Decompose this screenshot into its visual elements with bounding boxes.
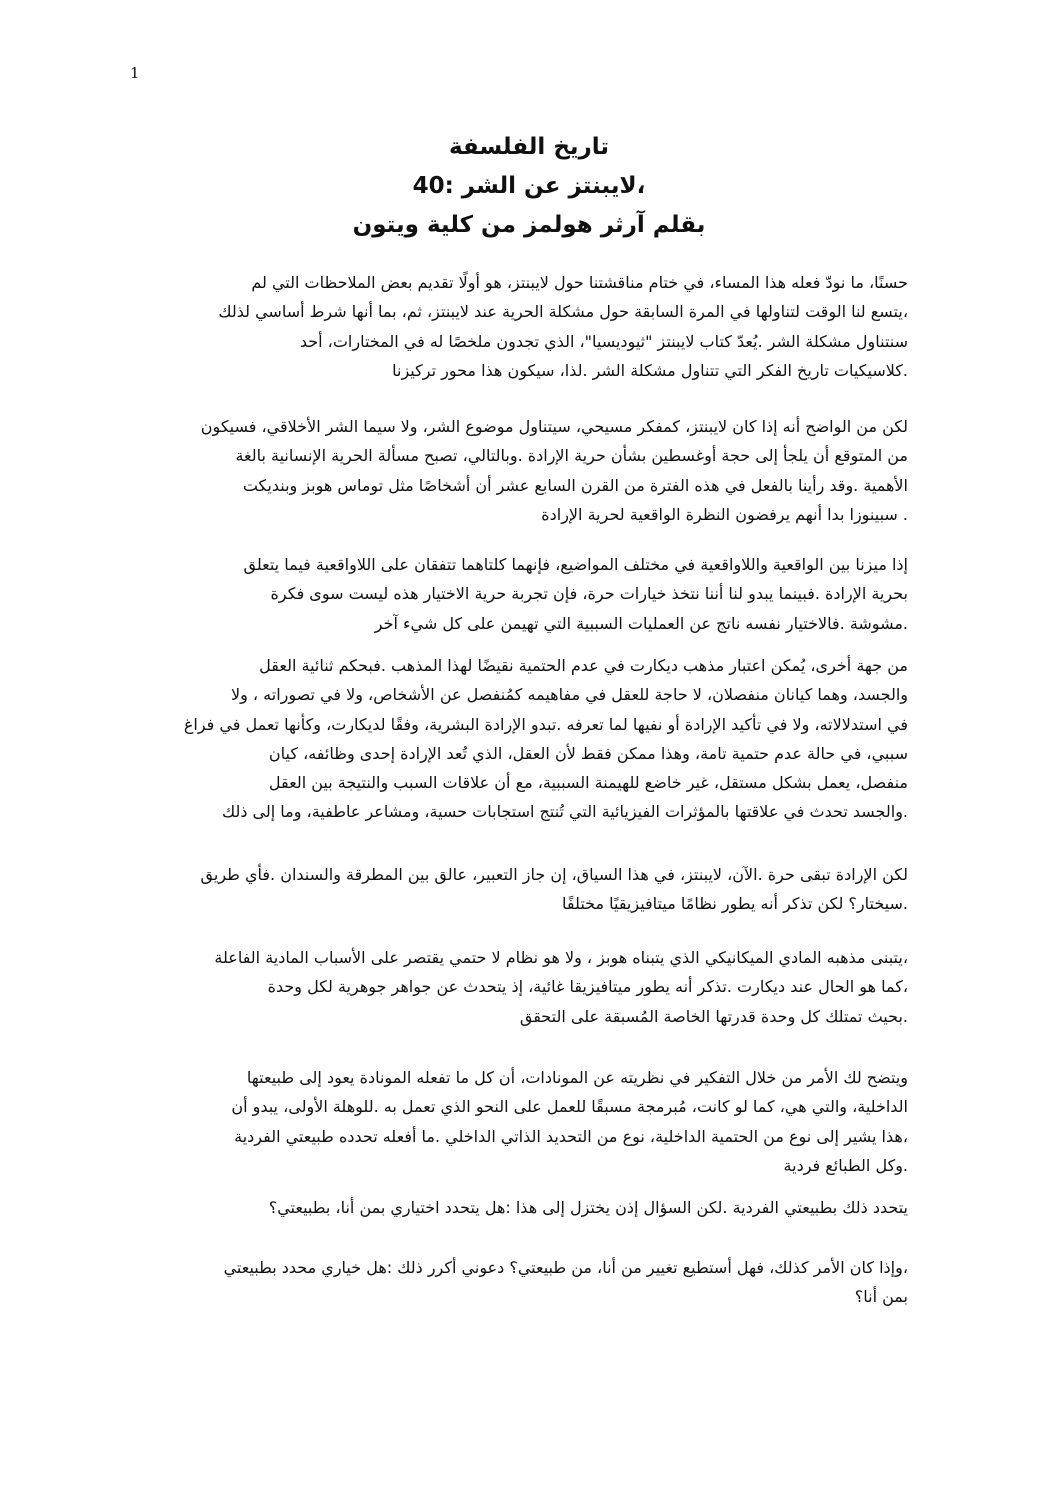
- title-line: تاريخ الفلسفة: [448, 134, 610, 160]
- paragraph-2: [128, 412, 908, 529]
- paragraph-8: [128, 1193, 908, 1222]
- text-line: من المتوقع أن يلجأ إلى حجة أوغسطين بشأن حرية الإرادة .وبالتالي، تصبح مسألة الحرية الإنسانية بالغة: [235, 446, 908, 466]
- paragraph-4: [128, 651, 908, 827]
- text-line: سببي، في حالة عدم حتمية تامة، وهذا ممكن فقط لأن العقل، الذي تُعد الإرادة إحدى وظائفه، كيان: [268, 743, 908, 763]
- text-line: من جهة أخرى، يُمكن اعتبار مذهب ديكارت في عدم الحتمية نقيضًا لهذا المذهب .فبحكم ثنائية العقل: [259, 656, 908, 675]
- paragraph-9: [128, 1253, 908, 1312]
- paragraph-7: [128, 1063, 908, 1180]
- text-line: .وكل الطبائع فردية: [783, 1155, 908, 1175]
- text-line: .سيختار؟ لكن تذكر أنه يطور نظامًا ميتافيزيقيًا مختلفًا: [562, 894, 908, 914]
- text-line: الأهمية .وقد رأينا بالفعل في هذه الفترة من القرن السابع عشر أن أشخاصًا مثل توماس هوبز وبنديكت: [242, 475, 908, 495]
- paragraph-3: [128, 550, 908, 638]
- text-line: إذا ميزنا بين الواقعية واللاواقعية في مختلف المواضيع، فإنهما كلتاهما تتفقان على اللاواقعية فيما يتعلق: [243, 555, 908, 574]
- paragraph-5: [128, 860, 908, 919]
- text-line: في استدلالاته، ولا في تأكيد الإرادة أو نفيها لما تعرفه .تبدو الإرادة البشرية، وفقًا لديكارت، وكأنها تعمل في فراغ: [183, 714, 908, 734]
- text-line: بحرية الإرادة .فبينما يبدو لنا أننا نتخذ خيارات حرة، فإن تجربة حرية الاختيار هذه ليست سوى فكرة: [270, 584, 908, 604]
- text-line: ،كما هو الحال عند ديكارت .تذكر أنه يطور ميتافيزيقا غائية، إذ يتحدث عن جواهر جوهرية لكل وحدة: [267, 977, 908, 997]
- text-line: ،يتسع لنا الوقت لتناولها في المرة السابقة حول مشكلة الحرية عند لايبنتز، ثم، بما أنها شرط أساسي لذلك: [218, 302, 908, 322]
- text-line: لكن من الواضح أنه إذا كان لايبنتز، كمفكر مسيحي، سيتناول موضوع الشر، ولا سيما الشر الأخلاقي، فسيكون: [200, 417, 908, 436]
- text-line: لكن الإرادة تبقى حرة .الآن، لايبنتز، في هذا السياق، إن جاز التعبير، عالق بين المطرقة والسندان .فأي طريق: [200, 865, 908, 884]
- text-line: يتحدد ذلك بطبيعتي الفردية .لكن السؤال إذن يختزل إلى هذا :هل يتحدد اختياري بمن أنا، بطبيعتي؟: [268, 1198, 908, 1217]
- text-line: .والجسد تحدث في علاقتها بالمؤثرات الفيزيائية التي تُنتج استجابات حسية، ومشاعر عاطفية، وما إلى ذلك: [221, 802, 908, 822]
- text-line: والجسد، وهما كيانان منفصلان، لا حاجة للعقل في مفاهيمه كمُنفصل عن الأشخاص، ولا في تصوراته ، ولا: [230, 685, 908, 705]
- text-line: ،وإذا كان الأمر كذلك، فهل أستطيع تغيير من أنا، من طبيعتي؟ دعوني أكرر ذلك :هل خياري محدد بطبيعتي: [223, 1258, 908, 1277]
- text-line: .كلاسيكيات تاريخ الفكر التي تتناول مشكلة الشر .لذا، سيكون هذا محور تركيزنا: [392, 360, 908, 380]
- text-line: ويتضح لك الأمر من خلال التفكير في نظريته عن المونادات، أن كل ما تفعله المونادة يعود إلى طبيعتها: [246, 1068, 908, 1087]
- document-title: [0, 128, 1058, 245]
- text-line: بمن أنا؟: [854, 1287, 908, 1307]
- text-line: سنتناول مشكلة الشر .يُعدّ كتاب لايبنتز "ثيوديسيا"، الذي تجدون ملخصًا له في المختارات، أحد: [299, 331, 908, 351]
- text-line: ،هذا يشير إلى نوع من الحتمية الداخلية، نوع من التحديد الذاتي الداخلي .ما أفعله تحدده طبيعتي الفردية: [234, 1126, 908, 1146]
- paragraph-6: [128, 943, 908, 1031]
- text-line: منفصل، يعمل بشكل مستقل، غير خاضع للهيمنة السببية، مع أن علاقات السبب والنتيجة بين العقل: [268, 773, 908, 793]
- paragraph-1: [128, 268, 908, 385]
- title-line: ،لايبنتز عن الشر :40: [412, 173, 646, 199]
- text-line: الداخلية، والتي هي، كما لو كانت، مُبرمجة مسبقًا للعمل على النحو الذي تعمل به .للوهلة الأولى، يبدو أن: [231, 1097, 908, 1117]
- text-line: .بحيث تمتلك كل وحدة قدرتها الخاصة المُسبقة على التحقق: [519, 1006, 908, 1026]
- page-number: 1: [130, 64, 140, 82]
- text-line: .مشوشة .فالاختيار نفسه ناتج عن العمليات السببية التي تهيمن على كل شيء آخر: [374, 613, 908, 633]
- text-line: ،يتبنى مذهبه المادي الميكانيكي الذي يتبناه هوبز ، ولا هو نظام لا حتمي يقتصر على الأسباب المادية الفاعلة: [214, 948, 908, 967]
- title-line: بقلم آرثر هولمز من كلية ويتون: [352, 212, 706, 238]
- text-line: حسنًا، ما نودّ فعله هذا المساء، في ختام مناقشتنا حول لايبنتز، هو أولًا تقديم بعض الملاحظات التي لم: [251, 273, 908, 292]
- text-line: . سبينوزا بدا أنهم يرفضون النظرة الواقعية لحرية الإرادة: [541, 504, 908, 524]
